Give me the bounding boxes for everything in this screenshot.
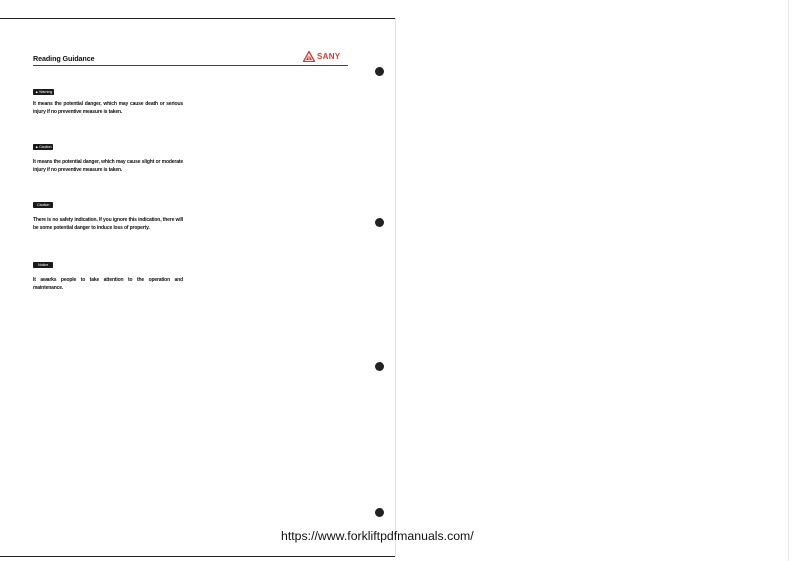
caution-description: It means the potential danger, which may cause slight or moderate injury if no preventive measure is taken.	[33, 159, 183, 173]
warning-badge	[33, 89, 54, 95]
binding-hole	[375, 508, 384, 517]
sany-logo-icon	[303, 51, 315, 62]
badge-label: Caution	[37, 203, 50, 207]
caution-badge	[33, 144, 53, 150]
source-url[interactable]: https://www.forkliftpdfmanuals.com/	[281, 529, 474, 543]
manual-page	[0, 0, 395, 561]
caution-badge-plain	[33, 202, 53, 208]
badge-label: Notice	[38, 263, 49, 267]
badge-label: Caution	[39, 145, 52, 149]
warning-description: It means the potential danger, which may cause death or serious injury if no preventive measure is taken.	[33, 101, 183, 115]
binding-hole	[375, 362, 384, 371]
page-edge-shadow	[395, 18, 396, 557]
warning-triangle-icon: ▲	[35, 145, 39, 149]
badge-label: Warning	[39, 90, 53, 94]
header-divider	[33, 65, 348, 66]
property-caution-description: There is no safety indication. If you ignore this indication, there will be some potential danger to induce loss of property.	[33, 217, 183, 231]
notice-description: It awarks people to take attention to the operation and maintenance.	[33, 277, 183, 291]
warning-triangle-icon: ▲	[35, 90, 39, 94]
page-title: Reading Guidance	[33, 54, 95, 63]
right-page-edge	[788, 0, 789, 561]
top-border-line	[0, 18, 395, 19]
notice-badge	[33, 262, 53, 268]
binding-hole	[375, 67, 384, 76]
binding-hole	[375, 218, 384, 227]
brand-name: SANY	[317, 51, 341, 61]
sany-logo	[303, 50, 340, 62]
bottom-border-line	[0, 556, 395, 557]
